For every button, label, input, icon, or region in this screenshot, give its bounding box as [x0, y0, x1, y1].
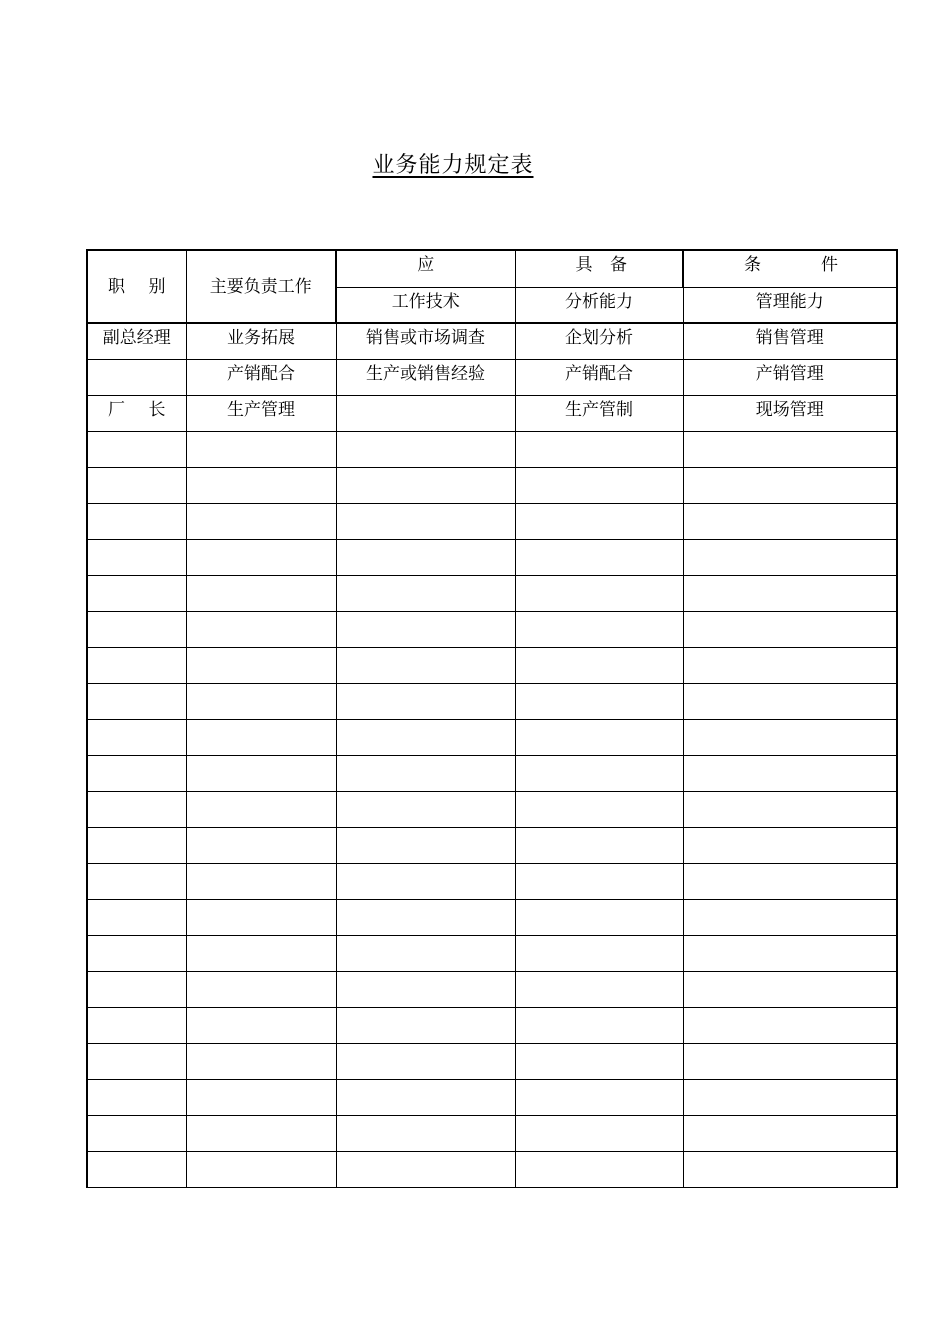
- cell-technique[interactable]: [336, 1079, 515, 1115]
- header-technique: 工作技术: [336, 287, 515, 323]
- cell-position[interactable]: [87, 755, 186, 791]
- cell-management[interactable]: [683, 1151, 897, 1187]
- cell-analysis[interactable]: [515, 971, 683, 1007]
- cell-technique[interactable]: [336, 467, 515, 503]
- cell-work[interactable]: [186, 467, 336, 503]
- cell-work[interactable]: [186, 575, 336, 611]
- cell-technique[interactable]: [336, 791, 515, 827]
- header-req-char-bei: 备: [610, 255, 627, 275]
- cell-position[interactable]: [87, 719, 186, 755]
- cell-work[interactable]: [186, 1115, 336, 1151]
- cell-work[interactable]: [186, 1007, 336, 1043]
- cell-analysis: 产销配合: [515, 359, 683, 395]
- cell-work[interactable]: [186, 1079, 336, 1115]
- cell-analysis[interactable]: [515, 935, 683, 971]
- empty-row: [87, 899, 897, 935]
- cell-work[interactable]: [186, 863, 336, 899]
- cell-position[interactable]: [87, 467, 186, 503]
- cell-management[interactable]: [683, 467, 897, 503]
- cell-work[interactable]: [186, 1151, 336, 1187]
- cell-work[interactable]: [186, 611, 336, 647]
- cell-management[interactable]: [683, 431, 897, 467]
- cell-work: 业务拓展: [186, 323, 336, 359]
- cell-management[interactable]: [683, 971, 897, 1007]
- cell-analysis[interactable]: [515, 503, 683, 539]
- empty-row: [87, 503, 897, 539]
- cell-position: [87, 395, 186, 431]
- cell-work[interactable]: [186, 1043, 336, 1079]
- cell-work[interactable]: [186, 431, 336, 467]
- cell-position[interactable]: [87, 971, 186, 1007]
- header-position-char-2: 别: [148, 276, 166, 297]
- cell-position[interactable]: [87, 1079, 186, 1115]
- cell-technique[interactable]: [336, 1151, 515, 1187]
- cell-work[interactable]: [186, 539, 336, 575]
- empty-row: [87, 575, 897, 611]
- empty-row: [87, 719, 897, 755]
- cell-technique[interactable]: [336, 719, 515, 755]
- cell-position[interactable]: [87, 503, 186, 539]
- cell-work: 生产管理: [186, 395, 336, 431]
- cell-work[interactable]: [186, 935, 336, 971]
- cell-analysis[interactable]: [515, 647, 683, 683]
- cell-management: 销售管理: [683, 323, 897, 359]
- empty-row: [87, 647, 897, 683]
- cell-technique[interactable]: [336, 935, 515, 971]
- cell-position[interactable]: [87, 863, 186, 899]
- cell-technique[interactable]: [336, 683, 515, 719]
- table-row: [87, 359, 897, 395]
- empty-row: [87, 1007, 897, 1043]
- cell-work[interactable]: [186, 899, 336, 935]
- cell-management: 产销管理: [683, 359, 897, 395]
- page-title: 业务能力规定表: [372, 153, 534, 178]
- cell-management[interactable]: [683, 935, 897, 971]
- cell-technique[interactable]: [336, 647, 515, 683]
- cell-management[interactable]: [683, 791, 897, 827]
- cell-management[interactable]: [683, 863, 897, 899]
- cell-management[interactable]: [683, 755, 897, 791]
- cell-technique[interactable]: [336, 575, 515, 611]
- cell-management[interactable]: [683, 899, 897, 935]
- ability-requirement-table: [86, 249, 898, 1188]
- empty-row: [87, 1151, 897, 1187]
- header-req-char-ju: 具: [575, 255, 593, 275]
- cell-work[interactable]: [186, 683, 336, 719]
- cell-position[interactable]: [87, 431, 186, 467]
- empty-row: [87, 611, 897, 647]
- header-row-1: [87, 250, 897, 287]
- cell-technique[interactable]: [336, 827, 515, 863]
- cell-technique[interactable]: [336, 431, 515, 467]
- empty-row: [87, 683, 897, 719]
- cell-technique[interactable]: [336, 863, 515, 899]
- header-req-col3: [683, 250, 897, 287]
- cell-position-char-2: 长: [148, 399, 166, 420]
- cell-management[interactable]: [683, 647, 897, 683]
- cell-analysis: 生产管制: [515, 395, 683, 431]
- cell-position: [87, 359, 186, 395]
- cell-analysis[interactable]: [515, 899, 683, 935]
- cell-technique: [336, 395, 515, 431]
- empty-row: [87, 431, 897, 467]
- empty-row: [87, 755, 897, 791]
- cell-analysis[interactable]: [515, 611, 683, 647]
- cell-analysis: 企划分析: [515, 323, 683, 359]
- cell-work[interactable]: [186, 827, 336, 863]
- header-req-char-ying: 应: [417, 255, 435, 275]
- header-main-work: 主要负责工作: [186, 250, 336, 323]
- cell-analysis[interactable]: [515, 1043, 683, 1079]
- cell-management[interactable]: [683, 683, 897, 719]
- cell-technique[interactable]: [336, 539, 515, 575]
- empty-row: [87, 791, 897, 827]
- cell-management[interactable]: [683, 1079, 897, 1115]
- header-req-col2: [515, 250, 683, 287]
- cell-work[interactable]: [186, 647, 336, 683]
- cell-position[interactable]: [87, 1043, 186, 1079]
- cell-analysis[interactable]: [515, 431, 683, 467]
- cell-management[interactable]: [683, 539, 897, 575]
- header-management: 管理能力: [683, 287, 897, 323]
- cell-analysis[interactable]: [515, 863, 683, 899]
- cell-management[interactable]: [683, 611, 897, 647]
- cell-analysis[interactable]: [515, 575, 683, 611]
- cell-analysis[interactable]: [515, 827, 683, 863]
- empty-row: [87, 971, 897, 1007]
- cell-work[interactable]: [186, 755, 336, 791]
- header-position: [87, 250, 186, 323]
- cell-position-char-1: 厂: [108, 399, 125, 420]
- cell-technique: 生产或销售经验: [336, 359, 515, 395]
- cell-management: 现场管理: [683, 395, 897, 431]
- cell-technique[interactable]: [336, 1043, 515, 1079]
- cell-technique[interactable]: [336, 755, 515, 791]
- cell-work[interactable]: [186, 971, 336, 1007]
- cell-management[interactable]: [683, 719, 897, 755]
- empty-row: [87, 1043, 897, 1079]
- table-row: [87, 395, 897, 431]
- cell-position[interactable]: [87, 647, 186, 683]
- cell-analysis[interactable]: [515, 719, 683, 755]
- cell-technique[interactable]: [336, 899, 515, 935]
- cell-position[interactable]: [87, 791, 186, 827]
- cell-management[interactable]: [683, 503, 897, 539]
- cell-management[interactable]: [683, 1007, 897, 1043]
- cell-position[interactable]: [87, 539, 186, 575]
- header-req-char-tiao: 条: [744, 255, 761, 275]
- empty-row: [87, 467, 897, 503]
- cell-work[interactable]: [186, 503, 336, 539]
- cell-technique: 销售或市场调查: [336, 323, 515, 359]
- cell-technique[interactable]: [336, 971, 515, 1007]
- cell-position[interactable]: [87, 611, 186, 647]
- cell-technique[interactable]: [336, 503, 515, 539]
- cell-analysis[interactable]: [515, 1007, 683, 1043]
- cell-technique[interactable]: [336, 1007, 515, 1043]
- cell-analysis[interactable]: [515, 683, 683, 719]
- cell-position[interactable]: [87, 1151, 186, 1187]
- cell-analysis[interactable]: [515, 791, 683, 827]
- empty-row: [87, 935, 897, 971]
- cell-position[interactable]: [87, 827, 186, 863]
- table-row: [87, 323, 897, 359]
- header-req-col1: [336, 250, 515, 287]
- cell-management[interactable]: [683, 1115, 897, 1151]
- header-req-char-jian: 件: [821, 255, 838, 275]
- cell-position[interactable]: [87, 683, 186, 719]
- cell-position[interactable]: [87, 575, 186, 611]
- empty-row: [87, 1115, 897, 1151]
- cell-work[interactable]: [186, 791, 336, 827]
- cell-management[interactable]: [683, 575, 897, 611]
- empty-row: [87, 827, 897, 863]
- empty-row: [87, 539, 897, 575]
- header-position-char-1: 职: [108, 276, 125, 297]
- cell-position[interactable]: [87, 1007, 186, 1043]
- empty-row: [87, 1079, 897, 1115]
- cell-work: 产销配合: [186, 359, 336, 395]
- cell-position[interactable]: [87, 935, 186, 971]
- cell-work[interactable]: [186, 719, 336, 755]
- cell-analysis[interactable]: [515, 1079, 683, 1115]
- empty-row: [87, 863, 897, 899]
- cell-analysis[interactable]: [515, 1151, 683, 1187]
- cell-management[interactable]: [683, 1043, 897, 1079]
- cell-position: 副总经理: [87, 323, 186, 359]
- cell-analysis[interactable]: [515, 539, 683, 575]
- cell-analysis[interactable]: [515, 467, 683, 503]
- cell-technique[interactable]: [336, 1115, 515, 1151]
- header-analysis: 分析能力: [515, 287, 683, 323]
- cell-analysis[interactable]: [515, 1115, 683, 1151]
- cell-management[interactable]: [683, 827, 897, 863]
- cell-position[interactable]: [87, 1115, 186, 1151]
- cell-analysis[interactable]: [515, 755, 683, 791]
- cell-technique[interactable]: [336, 611, 515, 647]
- cell-position[interactable]: [87, 899, 186, 935]
